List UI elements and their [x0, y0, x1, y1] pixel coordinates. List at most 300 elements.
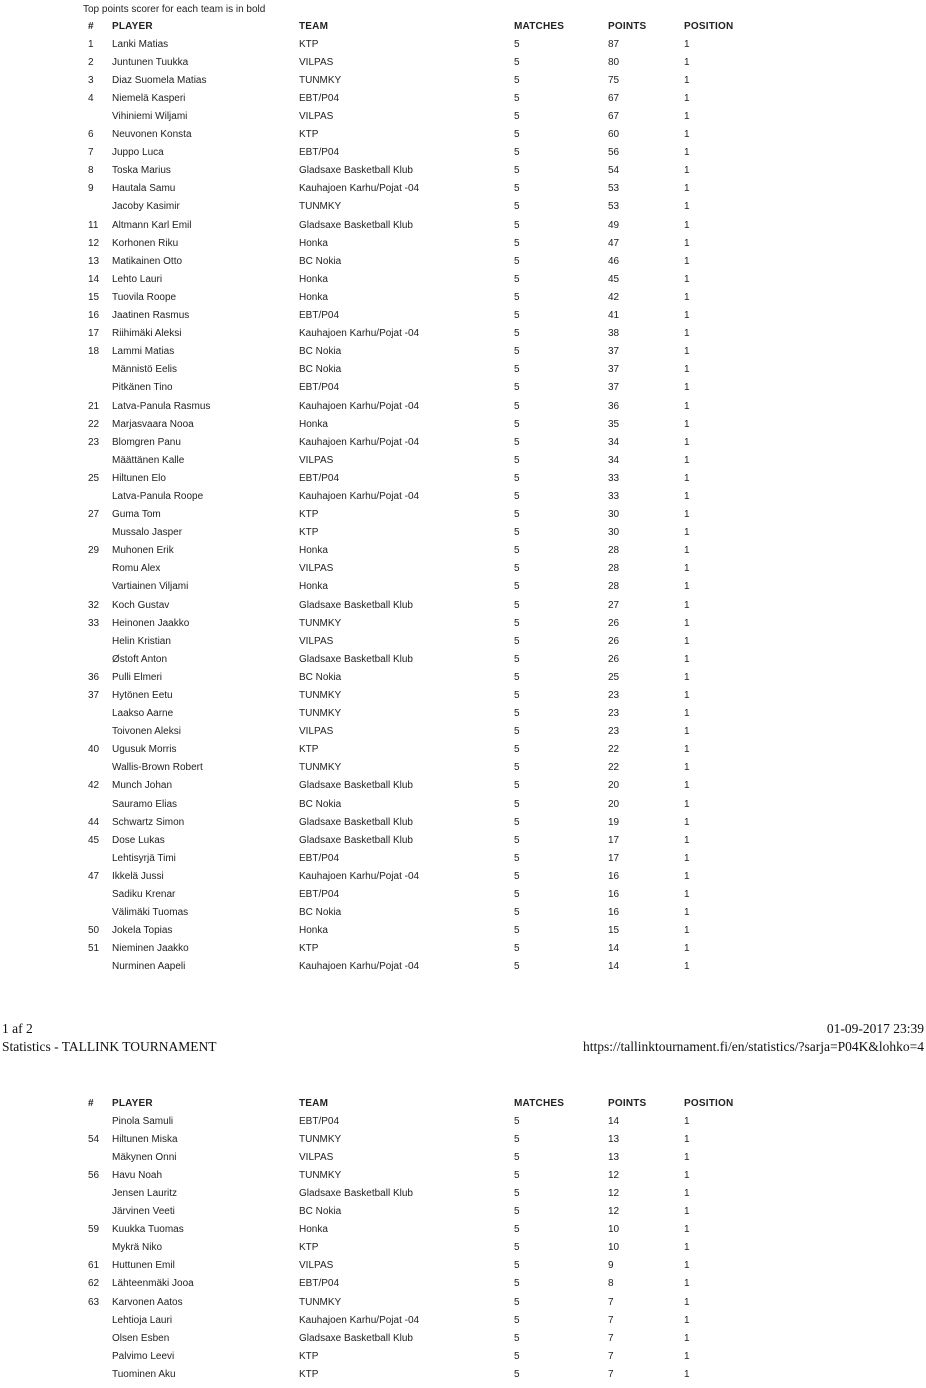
rank-cell: 7	[88, 147, 94, 159]
matches-cell: 5	[514, 961, 520, 973]
points-cell: 80	[608, 56, 620, 68]
rank-cell: 23	[88, 436, 100, 448]
position-cell: 1	[684, 635, 690, 647]
rank-cell: 25	[88, 472, 100, 484]
team-cell: Kauhajoen Karhu/Pojat -04	[299, 961, 420, 973]
rank-cell: 54	[88, 1133, 100, 1145]
points-cell: 16	[608, 870, 620, 882]
rank-cell	[88, 849, 112, 867]
table-row	[88, 126, 750, 144]
column-header-matches: MATCHES	[514, 20, 565, 32]
team-cell: KTP	[299, 943, 319, 955]
table-row	[88, 686, 750, 704]
position-cell: 1	[684, 273, 690, 285]
points-cell: 33	[608, 472, 620, 484]
position-cell: 1	[684, 472, 690, 484]
position-cell: 1	[684, 581, 690, 593]
player-cell: Lehtisyrjä Timi	[112, 852, 176, 864]
team-cell: BC Nokia	[299, 255, 342, 267]
points-cell: 37	[608, 346, 620, 358]
position-cell: 1	[684, 690, 690, 702]
matches-cell: 5	[514, 527, 520, 539]
table-row	[88, 741, 750, 759]
points-cell: 20	[608, 780, 620, 792]
team-cell: TUNMKY	[299, 1296, 342, 1308]
team-cell: Honka	[299, 237, 328, 249]
player-cell: Wallis-Brown Robert	[112, 762, 203, 774]
player-cell: Marjasvaara Nooa	[112, 418, 194, 430]
table-row	[88, 867, 750, 885]
rank-cell: 11	[88, 219, 99, 231]
position-cell: 1	[684, 798, 690, 810]
matches-cell: 5	[514, 1260, 520, 1272]
team-cell: Honka	[299, 291, 328, 303]
rank-cell: 59	[88, 1224, 100, 1236]
rank-cell: 3	[88, 74, 94, 86]
matches-cell: 5	[514, 943, 520, 955]
position-cell: 1	[684, 780, 690, 792]
table-row	[88, 668, 750, 686]
rank-cell	[88, 1239, 112, 1257]
position-cell: 1	[684, 545, 690, 557]
points-cell: 53	[608, 201, 620, 213]
column-header-position: POSITION	[684, 1097, 734, 1109]
rank-cell	[88, 107, 112, 125]
team-cell: BC Nokia	[299, 907, 342, 919]
team-cell: EBT/P04	[299, 472, 340, 484]
points-cell: 10	[608, 1224, 620, 1236]
matches-cell: 5	[514, 889, 520, 901]
player-cell: Hiltunen Miska	[112, 1133, 178, 1145]
team-cell: TUNMKY	[299, 617, 342, 629]
points-cell: 8	[608, 1278, 614, 1290]
matches-cell: 5	[514, 653, 520, 665]
print-meta-right	[583, 1020, 924, 1055]
table-row	[88, 596, 750, 614]
player-cell: Jokela Topias	[112, 925, 173, 937]
player-cell: Riihimäki Aleksi	[112, 328, 182, 340]
table-row	[88, 180, 750, 198]
rank-cell	[88, 1184, 112, 1202]
points-cell: 13	[608, 1133, 620, 1145]
team-cell: TUNMKY	[299, 690, 342, 702]
player-cell: Määttänen Kalle	[112, 454, 185, 466]
position-cell: 1	[684, 165, 690, 177]
page-number: 1 af 2	[2, 1021, 33, 1036]
player-cell: Altmann Karl Emil	[112, 219, 192, 231]
player-cell: Kuukka Tuomas	[112, 1224, 184, 1236]
table-row	[88, 89, 750, 107]
team-cell: Gladsaxe Basketball Klub	[299, 816, 413, 828]
player-cell: Juntunen Tuukka	[112, 56, 189, 68]
points-cell: 37	[608, 382, 620, 394]
rank-cell: 56	[88, 1169, 100, 1181]
rank-cell	[88, 198, 112, 216]
player-cell: Hautala Samu	[112, 183, 176, 195]
team-cell: Kauhajoen Karhu/Pojat -04	[299, 400, 420, 412]
rank-cell	[88, 632, 112, 650]
position-cell: 1	[684, 1296, 690, 1308]
team-cell: TUNMKY	[299, 762, 342, 774]
column-header-team: TEAM	[299, 1097, 329, 1109]
player-cell: Järvinen Veeti	[112, 1206, 175, 1218]
points-cell: 30	[608, 509, 620, 521]
points-cell: 14	[608, 943, 620, 955]
player-cell: Mäkynen Onni	[112, 1151, 177, 1163]
position-cell: 1	[684, 310, 690, 322]
points-cell: 9	[608, 1260, 614, 1272]
player-cell: Laakso Aarne	[112, 708, 174, 720]
rank-cell: 6	[88, 129, 94, 141]
matches-cell: 5	[514, 273, 520, 285]
points-cell: 33	[608, 490, 620, 502]
points-cell: 36	[608, 400, 620, 412]
matches-cell: 5	[514, 1278, 520, 1290]
document-title: Statistics - TALLINK TOURNAMENT	[2, 1038, 217, 1054]
rank-cell: 61	[88, 1260, 100, 1272]
player-cell: Pitkänen Tino	[112, 382, 173, 394]
rank-cell: 42	[88, 780, 100, 792]
player-cell: Välimäki Tuomas	[112, 907, 189, 919]
table-row	[88, 1257, 750, 1275]
points-cell: 26	[608, 653, 620, 665]
points-cell: 42	[608, 291, 620, 303]
matches-cell: 5	[514, 852, 520, 864]
position-cell: 1	[684, 382, 690, 394]
rank-cell: 62	[88, 1278, 100, 1290]
table-row	[88, 542, 750, 560]
table-row	[88, 469, 750, 487]
player-cell: Pinola Samuli	[112, 1115, 174, 1127]
position-cell: 1	[684, 527, 690, 539]
print-meta-left	[2, 1020, 217, 1055]
player-cell: Jaatinen Rasmus	[112, 310, 190, 322]
matches-cell: 5	[514, 310, 520, 322]
table-row	[88, 795, 750, 813]
points-cell: 7	[608, 1332, 614, 1344]
matches-cell: 5	[514, 1332, 520, 1344]
rank-cell	[88, 795, 112, 813]
team-cell: EBT/P04	[299, 889, 340, 901]
matches-cell: 5	[514, 436, 520, 448]
rank-cell: 44	[88, 816, 100, 828]
player-cell: Jensen Lauritz	[112, 1188, 178, 1200]
position-cell: 1	[684, 1224, 690, 1236]
rank-cell: 21	[88, 400, 100, 412]
points-cell: 20	[608, 798, 620, 810]
rank-cell	[88, 560, 112, 578]
rank-cell	[88, 379, 112, 397]
matches-cell: 5	[514, 798, 520, 810]
rank-cell	[88, 1329, 112, 1347]
rank-cell	[88, 1365, 112, 1383]
rank-cell: 33	[88, 617, 100, 629]
team-cell: Gladsaxe Basketball Klub	[299, 1188, 413, 1200]
position-cell: 1	[684, 490, 690, 502]
table-row	[88, 1365, 750, 1383]
position-cell: 1	[684, 834, 690, 846]
player-cell: Lammi Matias	[112, 346, 175, 358]
table-row	[88, 1293, 750, 1311]
rank-cell: 17	[88, 328, 100, 340]
rank-cell	[88, 361, 112, 379]
table-row	[88, 940, 750, 958]
player-cell: Pulli Elmeri	[112, 671, 163, 683]
table-row	[88, 1347, 750, 1365]
table-row	[88, 1184, 750, 1202]
team-cell: VILPAS	[299, 454, 334, 466]
team-cell: VILPAS	[299, 56, 334, 68]
points-cell: 17	[608, 834, 620, 846]
player-cell: Ugusuk Morris	[112, 744, 177, 756]
rank-cell: 29	[88, 545, 100, 557]
player-cell: Mykrä Niko	[112, 1242, 163, 1254]
points-cell: 37	[608, 364, 620, 376]
player-cell: Helin Kristian	[112, 635, 171, 647]
position-cell: 1	[684, 1368, 690, 1380]
table-row	[88, 705, 750, 723]
points-cell: 67	[608, 92, 620, 104]
table-row	[88, 1166, 750, 1184]
matches-cell: 5	[514, 1350, 520, 1362]
position-cell: 1	[684, 364, 690, 376]
points-cell: 56	[608, 147, 620, 159]
position-cell: 1	[684, 726, 690, 738]
column-header-matches: MATCHES	[514, 1097, 565, 1109]
player-cell: Dose Lukas	[112, 834, 165, 846]
table-row	[88, 162, 750, 180]
matches-cell: 5	[514, 38, 520, 50]
points-cell: 16	[608, 907, 620, 919]
player-cell: Nurminen Aapeli	[112, 961, 186, 973]
matches-cell: 5	[514, 617, 520, 629]
points-cell: 10	[608, 1242, 620, 1254]
position-cell: 1	[684, 1278, 690, 1290]
matches-cell: 5	[514, 165, 520, 177]
player-cell: Lehtioja Lauri	[112, 1314, 173, 1326]
table-row	[88, 234, 750, 252]
position-cell: 1	[684, 436, 690, 448]
player-cell: Ikkelä Jussi	[112, 870, 164, 882]
team-cell: Gladsaxe Basketball Klub	[299, 834, 413, 846]
points-cell: 23	[608, 690, 620, 702]
team-cell: VILPAS	[299, 1151, 334, 1163]
points-cell: 14	[608, 961, 620, 973]
rank-cell	[88, 1347, 112, 1365]
rank-cell: 8	[88, 165, 94, 177]
position-cell: 1	[684, 1332, 690, 1344]
matches-cell: 5	[514, 1151, 520, 1163]
rank-cell	[88, 487, 112, 505]
table-row	[88, 759, 750, 777]
player-cell: Sadiku Krenar	[112, 889, 176, 901]
points-cell: 49	[608, 219, 620, 231]
table-row	[88, 1239, 750, 1257]
points-cell: 22	[608, 762, 620, 774]
points-cell: 17	[608, 852, 620, 864]
points-cell: 35	[608, 418, 620, 430]
position-cell: 1	[684, 509, 690, 521]
matches-cell: 5	[514, 635, 520, 647]
position-cell: 1	[684, 454, 690, 466]
matches-cell: 5	[514, 255, 520, 267]
table-row	[88, 252, 750, 270]
table-row	[88, 777, 750, 795]
team-cell: Gladsaxe Basketball Klub	[299, 780, 413, 792]
table-row	[88, 433, 750, 451]
table-row	[88, 53, 750, 71]
rank-cell	[88, 578, 112, 596]
table-row	[88, 813, 750, 831]
points-cell: 16	[608, 889, 620, 901]
team-cell: KTP	[299, 744, 319, 756]
rank-cell	[88, 1112, 112, 1130]
table-row	[88, 361, 750, 379]
position-cell: 1	[684, 671, 690, 683]
matches-cell: 5	[514, 925, 520, 937]
table-row	[88, 650, 750, 668]
points-cell: 45	[608, 273, 620, 285]
rank-cell	[88, 650, 112, 668]
table-row	[88, 307, 750, 325]
position-cell: 1	[684, 147, 690, 159]
team-cell: Gladsaxe Basketball Klub	[299, 1332, 413, 1344]
matches-cell: 5	[514, 1188, 520, 1200]
position-cell: 1	[684, 961, 690, 973]
points-cell: 53	[608, 183, 620, 195]
table-row	[88, 71, 750, 89]
points-cell: 28	[608, 563, 620, 575]
points-cell: 34	[608, 454, 620, 466]
team-cell: KTP	[299, 129, 319, 141]
matches-cell: 5	[514, 708, 520, 720]
table-row	[88, 1221, 750, 1239]
table-row	[88, 723, 750, 741]
position-cell: 1	[684, 328, 690, 340]
team-cell: Honka	[299, 273, 328, 285]
position-cell: 1	[684, 617, 690, 629]
rank-cell	[88, 904, 112, 922]
position-cell: 1	[684, 943, 690, 955]
table-header	[88, 17, 750, 35]
team-cell: TUNMKY	[299, 201, 342, 213]
table-row	[88, 35, 750, 53]
table-row	[88, 270, 750, 288]
position-cell: 1	[684, 255, 690, 267]
rank-cell: 15	[88, 291, 100, 303]
team-cell: Honka	[299, 1224, 328, 1236]
table-row	[88, 216, 750, 234]
points-cell: 34	[608, 436, 620, 448]
player-cell: Koch Gustav	[112, 599, 170, 611]
matches-cell: 5	[514, 1224, 520, 1236]
matches-cell: 5	[514, 563, 520, 575]
player-cell: Tuominen Aku	[112, 1368, 176, 1380]
rank-cell: 51	[88, 943, 100, 955]
matches-cell: 5	[514, 744, 520, 756]
player-cell: Latva-Panula Rasmus	[112, 400, 211, 412]
matches-cell: 5	[514, 111, 520, 123]
rank-cell	[88, 958, 112, 976]
points-cell: 15	[608, 925, 620, 937]
matches-cell: 5	[514, 599, 520, 611]
matches-cell: 5	[514, 472, 520, 484]
table-row	[88, 1112, 750, 1130]
matches-cell: 5	[514, 780, 520, 792]
column-header-team: TEAM	[299, 20, 329, 32]
player-cell: Diaz Suomela Matias	[112, 74, 207, 86]
table-row	[88, 1311, 750, 1329]
matches-cell: 5	[514, 1242, 520, 1254]
points-cell: 60	[608, 129, 620, 141]
table-row	[88, 958, 750, 976]
matches-cell: 5	[514, 346, 520, 358]
points-cell: 38	[608, 328, 620, 340]
column-header-player: PLAYER	[112, 20, 153, 32]
team-cell: KTP	[299, 38, 319, 50]
points-cell: 13	[608, 1151, 620, 1163]
player-cell: Korhonen Riku	[112, 237, 179, 249]
player-cell: Havu Noah	[112, 1169, 163, 1181]
matches-cell: 5	[514, 382, 520, 394]
player-cell: Lehto Lauri	[112, 273, 163, 285]
team-cell: VILPAS	[299, 635, 334, 647]
player-cell: Tuovila Roope	[112, 291, 177, 303]
position-cell: 1	[684, 816, 690, 828]
table-row	[88, 1130, 750, 1148]
table-row	[88, 849, 750, 867]
matches-cell: 5	[514, 834, 520, 846]
player-cell: Niemelä Kasperi	[112, 92, 186, 104]
points-cell: 14	[608, 1115, 620, 1127]
position-cell: 1	[684, 1206, 690, 1218]
player-cell: Nieminen Jaakko	[112, 943, 189, 955]
position-cell: 1	[684, 418, 690, 430]
rank-cell: 40	[88, 744, 100, 756]
team-cell: VILPAS	[299, 563, 334, 575]
rank-cell	[88, 705, 112, 723]
player-cell: Matikainen Otto	[112, 255, 183, 267]
team-cell: KTP	[299, 1350, 319, 1362]
team-cell: Kauhajoen Karhu/Pojat -04	[299, 183, 420, 195]
matches-cell: 5	[514, 201, 520, 213]
team-cell: BC Nokia	[299, 671, 342, 683]
points-cell: 67	[608, 111, 620, 123]
position-cell: 1	[684, 599, 690, 611]
table-row	[88, 560, 750, 578]
position-cell: 1	[684, 925, 690, 937]
stats-table-page2	[88, 1094, 750, 1384]
team-cell: BC Nokia	[299, 1206, 342, 1218]
matches-cell: 5	[514, 1133, 520, 1145]
column-header-player: PLAYER	[112, 1097, 153, 1109]
matches-cell: 5	[514, 1368, 520, 1380]
position-cell: 1	[684, 183, 690, 195]
position-cell: 1	[684, 907, 690, 919]
rank-cell: 50	[88, 925, 100, 937]
matches-cell: 5	[514, 1115, 520, 1127]
position-cell: 1	[684, 1350, 690, 1362]
points-cell: 7	[608, 1296, 614, 1308]
matches-cell: 5	[514, 328, 520, 340]
position-cell: 1	[684, 563, 690, 575]
player-cell: Juppo Luca	[112, 147, 164, 159]
player-cell: Männistö Eelis	[112, 364, 178, 376]
points-cell: 7	[608, 1368, 614, 1380]
print-header-footer	[2, 1020, 924, 1055]
player-cell: Muhonen Erik	[112, 545, 174, 557]
points-cell: 25	[608, 671, 620, 683]
